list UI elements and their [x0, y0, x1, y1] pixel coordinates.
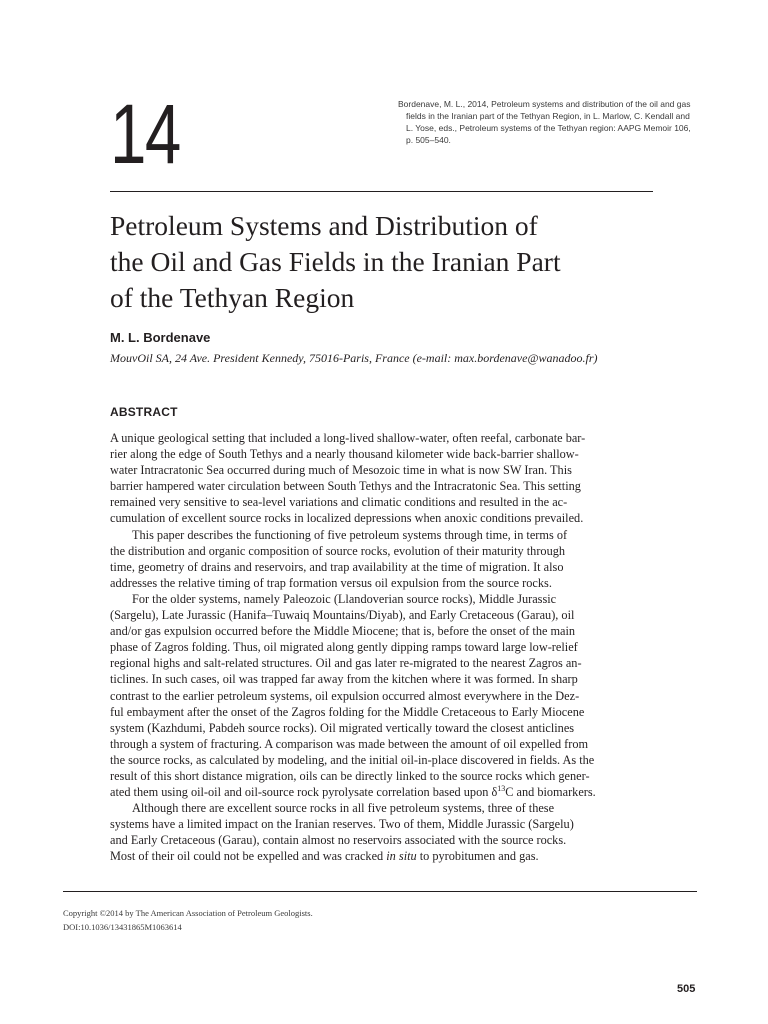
abstract-line: time, geometry of drains and reservoirs, and trap availability at the time of migration. It also	[110, 559, 564, 574]
abstract-line-isotope	[110, 784, 653, 800]
title-line: of the Tethyan Region	[110, 282, 355, 313]
abstract-line: the source rocks, as calculated by modeling, and the initial oil-in-place discovered in fields. As the	[110, 752, 595, 767]
abstract-line: A unique geological setting that included a long-lived shallow-water, often reefal, carbonate bar-	[110, 431, 586, 445]
isotope-superscript: 13	[497, 783, 506, 793]
abstract-line: Although there are excellent source rocks in all five petroleum systems, three of these	[132, 801, 555, 816]
abstract-line: (Sargelu), Late Jurassic (Hanifa–Tuwaiq Mountains/Diyab), and Early Cretaceous (Garau), oil	[110, 608, 575, 623]
page-number: 505	[677, 983, 696, 995]
abstract-line: contrast to the earlier petroleum systems, oil expulsion occurred almost everywhere in the Dez-	[110, 688, 580, 703]
abstract-line: and Early Cretaceous (Garau), contain almost no reservoirs associated with the source rocks.	[110, 833, 567, 848]
footer-rule	[63, 891, 697, 892]
abstract-line: through a system of fracturing. A comparison was made between the amount of oil expelled from	[110, 736, 589, 751]
doi-text: DOI:10.1036/13431865M1063614	[63, 922, 182, 932]
abstract-line: rier along the edge of South Tethys and a nearly thousand kilometer wide back-barrier shallow-	[110, 447, 579, 462]
citation-line: L. Yose, eds., Petroleum systems of the Tethyan region: AAPG Memoir 106,	[406, 123, 691, 133]
abstract-line: system (Kazhdumi, Pabdeh source rocks). Oil migrated vertically toward the closest anticlines	[110, 720, 575, 735]
citation-line: fields in the Iranian part of the Tethyan Region, in L. Marlow, C. Kendall and	[406, 111, 690, 121]
isotope-tail: C and biomarkers.	[505, 785, 596, 800]
abstract-line: the distribution and organic composition of source rocks, evolution of their maturity through	[110, 543, 566, 558]
last-line-text: Most of their oil could not be expelled and was cracked	[110, 849, 387, 864]
isotope-text: ated them using oil-oil and oil-source rock pyrolysate correlation based upon δ	[110, 785, 498, 800]
chapter-number: 14	[110, 87, 180, 181]
abstract-line: ticlines. In such cases, oil was trapped far away from the kitchen where it was formed. In sharp	[110, 672, 578, 687]
title-line: Petroleum Systems and Distribution of	[110, 210, 538, 241]
title-line: the Oil and Gas Fields in the Iranian Part	[110, 246, 561, 277]
in-situ-italic: in situ	[386, 849, 417, 864]
abstract-body	[110, 430, 653, 865]
abstract-line: addresses the relative timing of trap formation versus oil expulsion from the source rocks.	[110, 575, 552, 590]
copyright-block	[63, 906, 313, 934]
abstract-line: and/or gas expulsion occurred before the Middle Miocene; that is, before the onset of the main	[110, 624, 576, 639]
author-name: M. L. Bordenave	[110, 330, 211, 345]
citation-line: p. 505–540.	[406, 135, 451, 145]
abstract-line: This paper describes the functioning of five petroleum systems through time, in terms of	[132, 527, 568, 542]
abstract-line: water Intracratonic Sea occurred during much of Mesozoic time in what is now SW Iran. This	[110, 463, 572, 478]
citation-line: Bordenave, M. L., 2014, Petroleum systems and distribution of the oil and gas	[398, 99, 691, 109]
abstract-line: ful embayment after the onset of the Zagros folding for the Middle Cretaceous to Early Miocene	[110, 704, 585, 719]
abstract-heading: ABSTRACT	[110, 405, 178, 419]
abstract-line: regional highs and salt-related structures. Oil and gas later re-migrated to the nearest Zagros an-	[110, 656, 582, 671]
author-affiliation: MouvOil SA, 24 Ave. President Kennedy, 75016-Paris, France (e-mail: max.bordenave@wanadoo.fr)	[110, 351, 598, 365]
abstract-line: systems have a limited impact on the Iranian reserves. Two of them, Middle Jurassic (Sargelu)	[110, 817, 574, 832]
paper-title	[110, 208, 670, 316]
abstract-line: result of this short distance migration, oils can be directly linked to the source rocks which gener-	[110, 768, 590, 783]
last-line-tail: to pyrobitumen and gas.	[416, 849, 539, 864]
abstract-line: For the older systems, namely Paleozoic (Llandoverian source rocks), Middle Jurassic	[132, 591, 557, 606]
abstract-line: phase of Zagros folding. Thus, oil migrated along gently dipping ramps toward large low-relief	[110, 640, 578, 655]
abstract-line: remained very sensitive to sea-level variations and climatic conditions and resulted in the ac-	[110, 495, 568, 510]
abstract-line-last	[110, 848, 653, 864]
abstract-line: barrier hampered water circulation between South Tethys and the Intracratonic Sea. This setting	[110, 479, 581, 494]
header-rule	[110, 191, 653, 192]
citation-note	[398, 98, 691, 146]
copyright-notice: Copyright ©2014 by The American Association of Petroleum Geologists.	[63, 908, 313, 918]
abstract-line: cumulation of excellent source rocks in localized depressions when anoxic conditions prevailed.	[110, 511, 584, 526]
